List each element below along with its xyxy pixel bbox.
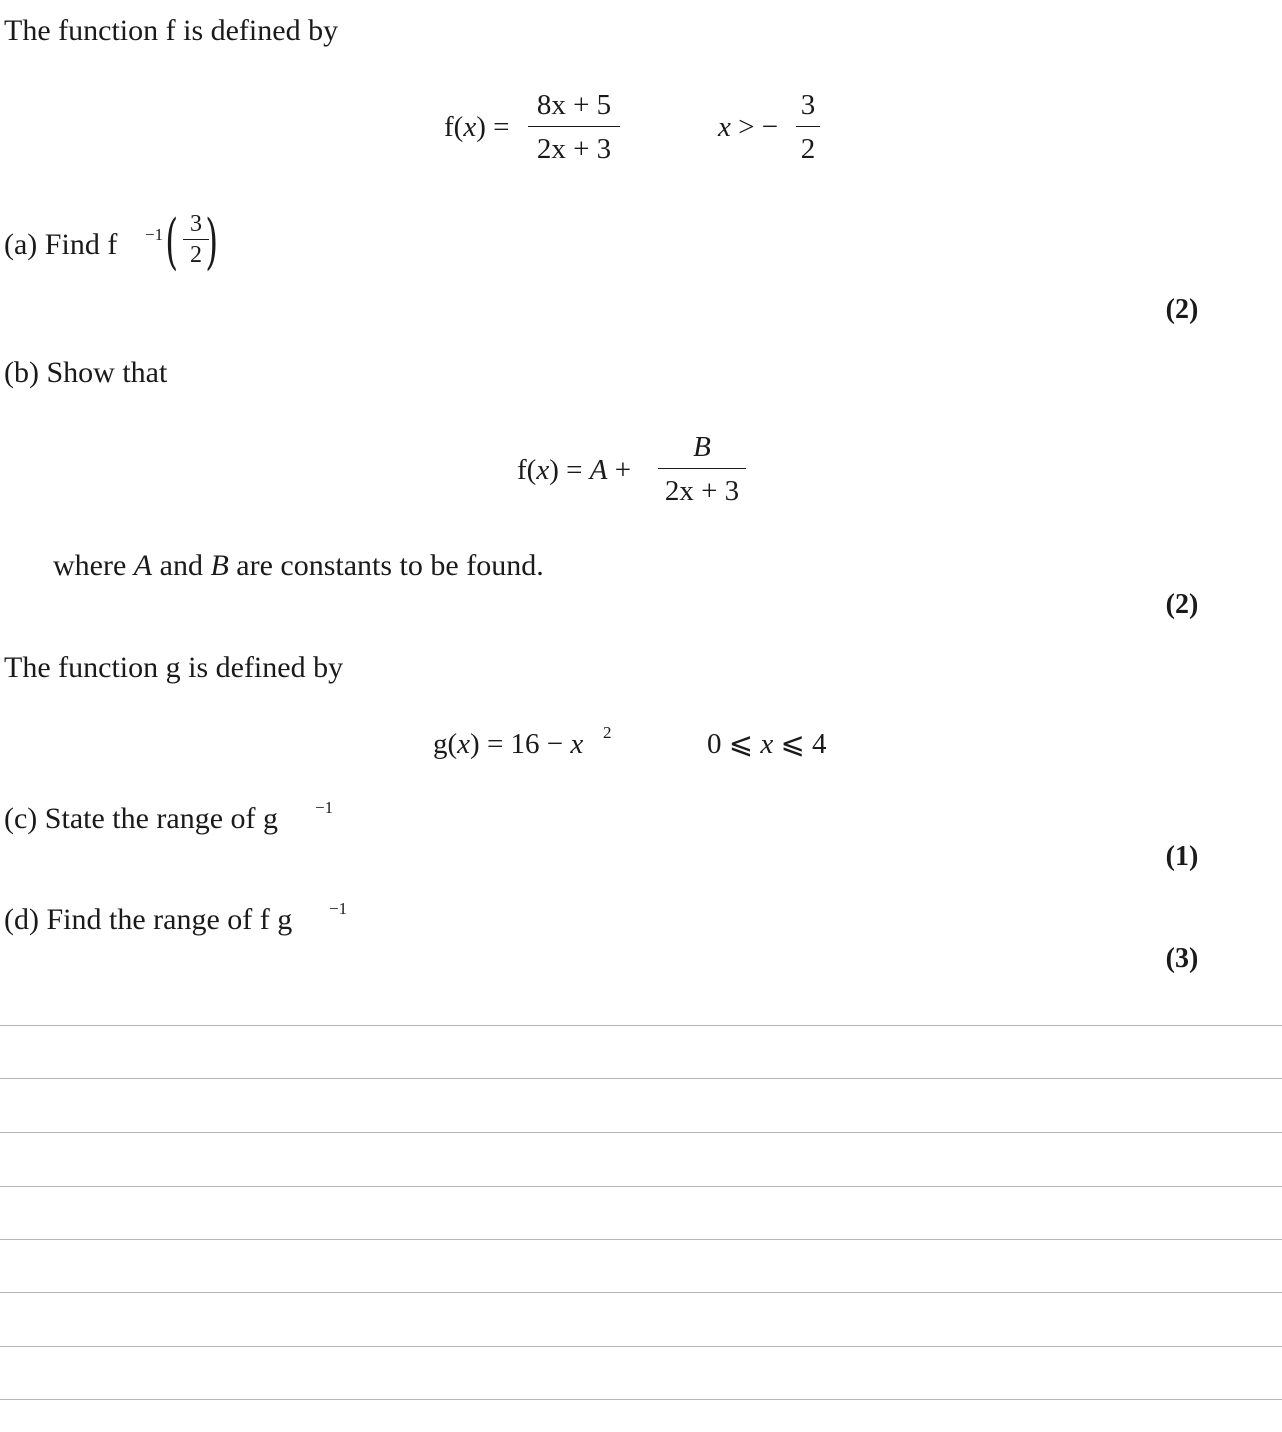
part-b-denominator: 2x + 3 bbox=[664, 475, 740, 507]
part-d-question: (d) Find the range of f g bbox=[4, 903, 293, 936]
answer-line[interactable] bbox=[0, 1132, 1282, 1133]
f-domain-fraction: 3 2 bbox=[796, 88, 820, 166]
part-d-marks: (3) bbox=[1165, 943, 1199, 974]
answer-line[interactable] bbox=[0, 1025, 1282, 1026]
part-a-left-paren: ( bbox=[165, 207, 179, 277]
answer-line[interactable] bbox=[0, 1078, 1282, 1079]
part-a-right-paren: ) bbox=[205, 207, 219, 277]
part-b-question: (b) Show that bbox=[4, 356, 168, 389]
answer-line[interactable] bbox=[0, 1186, 1282, 1187]
answer-line[interactable] bbox=[0, 1292, 1282, 1293]
f-numerator: 8x + 5 bbox=[536, 89, 612, 121]
answer-line[interactable] bbox=[0, 1239, 1282, 1240]
part-c-marks: (1) bbox=[1165, 841, 1199, 872]
part-a-inverse-superscript: −1 bbox=[145, 225, 164, 244]
part-b-marks: (2) bbox=[1165, 589, 1199, 620]
part-a-marks: (2) bbox=[1165, 294, 1199, 325]
part-c-inverse-superscript: −1 bbox=[315, 798, 334, 817]
part-d-inverse-superscript: −1 bbox=[329, 899, 348, 918]
f-definition-fraction bbox=[528, 88, 620, 166]
part-a-question: (a) Find f bbox=[4, 228, 118, 261]
part-b-fraction bbox=[658, 430, 746, 508]
g-definition: g(x) = 16 − x bbox=[433, 728, 584, 760]
answer-line[interactable] bbox=[0, 1346, 1282, 1347]
part-a-argument-fraction: 3 2 bbox=[183, 211, 209, 268]
f-definition-lhs: f(x) = bbox=[444, 111, 510, 143]
answer-line[interactable] bbox=[0, 1399, 1282, 1400]
f-denominator: 2x + 3 bbox=[536, 133, 612, 165]
f-domain-condition: x > − bbox=[718, 111, 779, 143]
part-b-equation-lhs: f(x) = A + bbox=[517, 454, 632, 486]
g-exponent: 2 bbox=[603, 723, 612, 742]
part-b-where-text: where A and B are constants to be found. bbox=[53, 549, 544, 582]
g-domain-condition: 0 ⩽ x ⩽ 4 bbox=[707, 728, 827, 760]
intro-f-text: The function f is defined by bbox=[4, 14, 339, 47]
part-c-question: (c) State the range of g bbox=[4, 802, 279, 835]
intro-g-text: The function g is defined by bbox=[4, 651, 344, 684]
part-b-numerator: B bbox=[693, 431, 711, 463]
